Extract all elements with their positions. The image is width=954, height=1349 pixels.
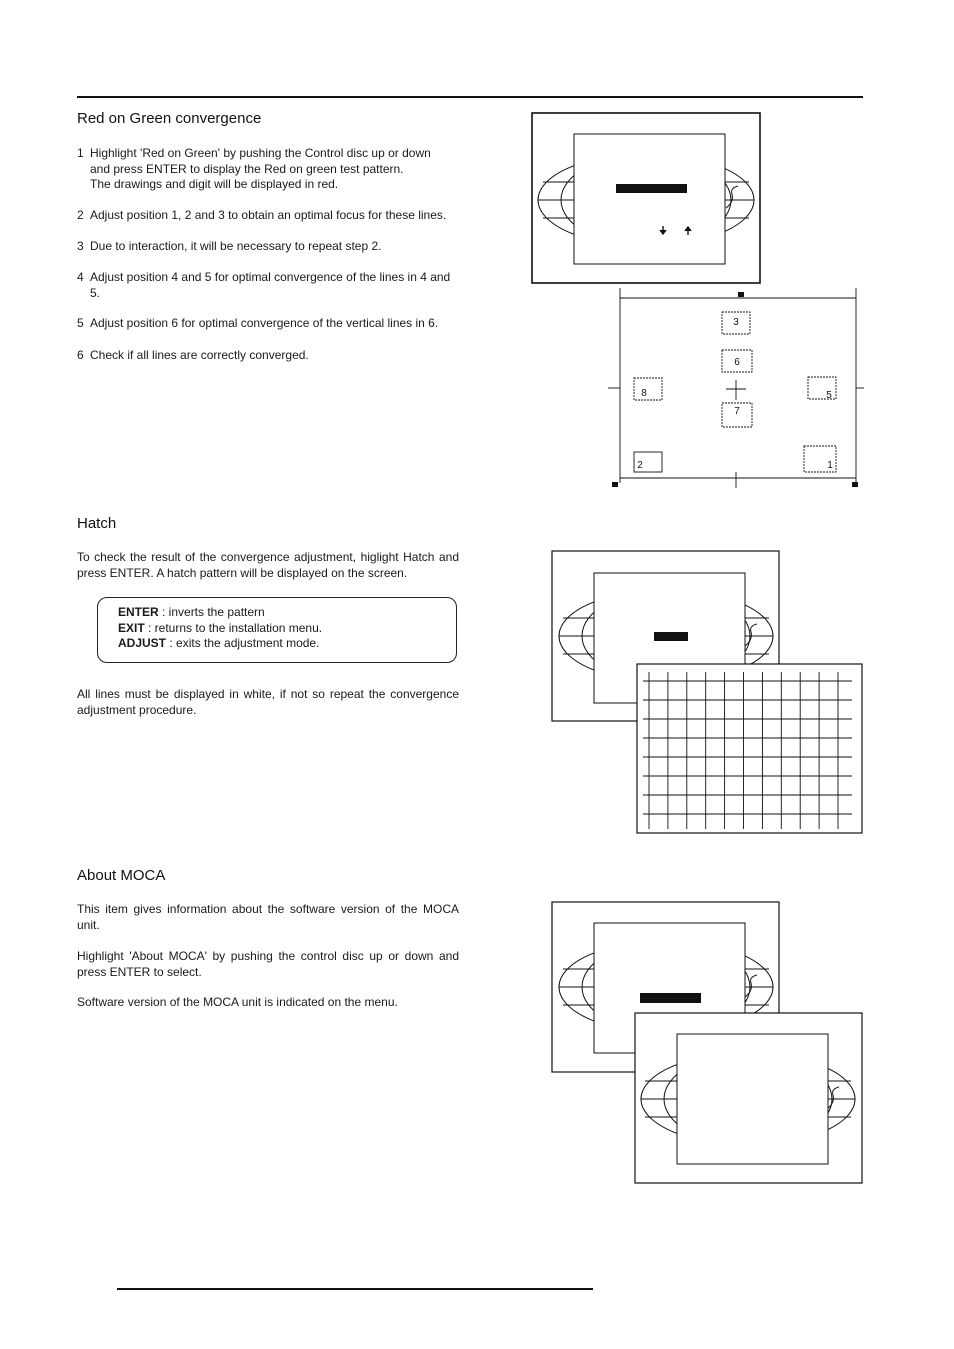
key-desc: : returns to the installation menu. [144,620,323,635]
step-line: Adjust position 4 and 5 for optimal convergence of the lines in 4 and [90,270,451,284]
red-green-menu-figure [531,112,763,286]
step-line: and press ENTER to display the Red on green test pattern. [90,161,404,176]
hatch-heading: Hatch [77,515,117,532]
step-line: Due to interaction, it will be necessary to repeat step 2. [90,239,382,253]
step-3 [77,239,461,255]
hatch-figure [551,550,864,836]
step-number: 1 [77,146,84,160]
hatch-outro: All lines must be displayed in white, if not so repeat the convergence adjustment procedure. [77,687,459,717]
pattern-marker: 8 [641,388,647,399]
key-name: EXIT [118,620,145,635]
step-line: Adjust position 1, 2 and 3 to obtain an optimal focus for these lines. [90,208,447,222]
step-line: The drawings and digit will be displayed in red. [90,177,339,191]
key-row-exit [118,621,456,637]
red-green-test-pattern [608,288,864,490]
about-paragraph: This item gives information about the software version of the MOCA unit. [77,902,459,932]
pattern-marker: 5 [826,390,832,401]
key-legend-box [97,597,457,663]
step-number: 4 [77,270,84,284]
step-number: 3 [77,239,84,253]
pattern-marker: 6 [734,357,740,368]
step-number: 6 [77,348,84,362]
menu-highlight-bar [640,993,701,1003]
step-line: 5. [90,285,101,300]
step-line: Adjust position 6 for optimal convergence of the vertical lines in 6. [90,316,439,330]
key-name: ADJUST [118,636,167,651]
footer-rule [117,1288,593,1290]
about-figure [551,901,864,1186]
hatch-intro: To check the result of the convergence adjustment, higlight Hatch and press ENTER. A hatch pattern will be displayed on the screen. [77,550,459,580]
key-row-enter [118,605,456,621]
about-paragraph: Software version of the MOCA unit is indicated on the menu. [77,995,398,1009]
pattern-marker: 3 [733,317,739,328]
menu-highlight-bar [654,632,688,641]
pattern-marker: 1 [827,460,833,471]
header-rule [77,96,863,98]
menu-highlight-bar [616,184,687,193]
key-row-adjust [118,636,456,652]
pattern-marker: 7 [734,406,740,417]
key-name: ENTER [118,605,159,619]
about-heading: About MOCA [77,867,166,884]
step-line: Highlight 'Red on Green' by pushing the Control disc up or down [90,146,431,160]
step-6 [77,348,461,364]
red-green-heading: Red on Green convergence [77,110,262,127]
step-2 [77,208,461,224]
step-number: 5 [77,316,84,330]
pattern-marker: 2 [637,460,643,471]
step-line: Check if all lines are correctly converged. [90,348,309,362]
step-4 [77,270,461,301]
key-desc: : exits the adjustment mode. [166,636,320,651]
step-1 [77,146,461,193]
step-5 [77,316,461,332]
about-paragraph: Highlight 'About MOCA' by pushing the control disc up or down and press ENTER to select. [77,949,459,979]
key-desc: : inverts the pattern [158,605,265,619]
step-number: 2 [77,208,84,222]
